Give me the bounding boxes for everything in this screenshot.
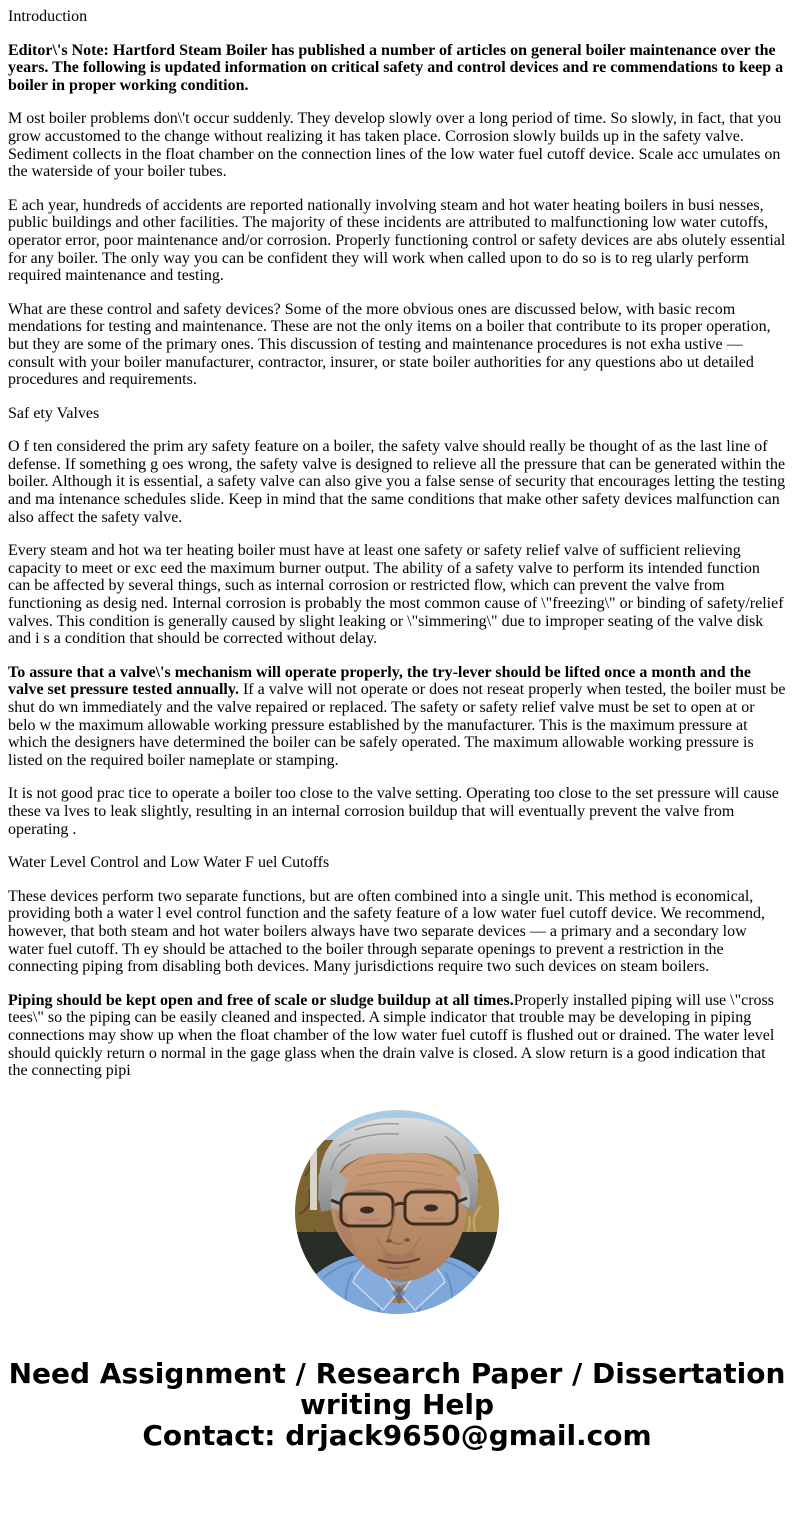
section-heading: Introduction: [8, 8, 88, 25]
nostril-left: [386, 1239, 392, 1243]
portrait-photo: [8, 1110, 786, 1314]
promo-line-2: writing Help: [299, 1387, 495, 1421]
paragraph: Piping should be kept open and free of scale or sludge buildup at all times.Properly installed piping will use \"cross tees\" so the piping can be easily cleaned and inspected. A simple indicator that trouble may be developing in piping connections may show up when the float chamber of the low water fuel cutoff is flushed out or drained. The water level should quickly return o normal in the gage glass when the drain valve is closed. A slow return is a good indication that the connecting pipi: [8, 991, 775, 1080]
paragraph: What are these control and safety devices? Some of the more obvious ones are discussed below, with basic recom mendations for testing and maintenance. These are not the only items on a boiler that contribute to its proper operation, but they are some of the primary ones. This discussion of testing and maintenance procedures is not exha ustive — consult with your boiler manufacturer, contractor, insurer, or state boiler authorities for any questions abo ut detailed procedures and requirements.: [8, 300, 771, 389]
promo-banner: [8, 1358, 786, 1451]
promo-contact-email: Contact: drjack9650@gmail.com: [142, 1418, 652, 1452]
section-heading: Saf ety Valves: [8, 404, 100, 422]
paragraph: Editor\'s Note: Hartford Steam Boiler has published a number of articles on general boiler maintenance over the years. The following is updated information on critical safety and control devices and re commendations to keep a boiler in proper working condition.: [8, 41, 784, 94]
paragraph: Every steam and hot wa ter heating boiler must have at least one safety or safety relief valve of sufficient relieving capacity to meet or exc eed the maximum burner output. The ability of a safety valve to perform its intended function can be affected by several things, such as internal corrosion or restricted flow, which can prevent the valve from functioning as desig ned. Internal corrosion is probably the most common cause of \"freezing\" or binding of safety/relief valves. This condition is generally caused by slight leaking or \"simmering\" due to improper seating of the valve disk and i s a condition that should be corrected without delay.: [8, 542, 784, 648]
portrait-illustration: [295, 1110, 499, 1314]
nostril-right: [404, 1238, 410, 1242]
paragraph: M ost boiler problems don\'t occur suddenly. They develop slowly over a long period of time. So slowly, in fact, that you grow accustomed to the change without realizing it has taken place. Corrosion slowly builds up in the safety valve. Sediment collects in the float chamber on the connection lines of the low water fuel cutoff device. Scale acc umulates on the waterside of your boiler tubes.: [8, 110, 782, 181]
paragraph: It is not good prac tice to operate a boiler too close to the valve setting. Operating too close to the set pressure will cause these va lves to leak slightly, resulting in an internal corrosion buildup that will eventually prevent the valve from operating .: [8, 785, 779, 838]
promo-line-1: Need Assignment / Research Paper / Dissertation: [8, 1356, 786, 1390]
paragraph: E ach year, hundreds of accidents are reported nationally involving steam and hot water heating boilers in busi nesses, public buildings and other facilities. The majority of these incidents are attributed to malfunctioning low water cutoffs, operator error, poor maintenance and/or corrosion. Properly functioning control or safety devices are abs olutely essential for any boiler. The only way you can be confident they will work when called upon to do so is to reg ularly perform required maintenance and testing.: [8, 196, 786, 285]
article-body: [8, 8, 786, 1080]
paragraph: O f ten considered the prim ary safety feature on a boiler, the safety valve should really be thought of as the last line of defense. If something g oes wrong, the safety valve is designed to relieve all the pressure that can be generated within the boiler. Although it is essential, a safety valve can also give you a false sense of security that encourages letting the testing and ma intenance schedules slide. Keep in mind that the same conditions that make other safety devices malfunction can also affect the safety valve.: [8, 438, 786, 526]
paragraph: To assure that a valve\'s mechanism will operate properly, the try-lever should be lifted once a month and the valve set pressure tested annually. If a valve will not operate or does not reseat properly when tested, the boiler must be shut do wn immediately and the valve repaired or replaced. The safety or safety relief valve must be set to open at or belo w the maximum allowable working pressure established by the manufacturer. This is the maximum pressure at which the designers have determined the boiler can be safely operated. The maximum allowable working pressure is listed on the required boiler nameplate or stamping.: [8, 663, 786, 769]
paragraph: These devices perform two separate functions, but are often combined into a single unit. This method is economical, providing both a water l evel control function and the safety feature of a low water fuel cutoff device. We recommend, however, that both steam and hot water boilers always have two separate devices — a primary and a secondary low water fuel cutoff. Th ey should be attached to the boiler through separate openings to prevent a restriction in the connecting piping from disabling both devices. Many jurisdictions require two such devices on steam boilers.: [8, 887, 765, 976]
door-frame-strip: [310, 1148, 317, 1210]
section-heading: Water Level Control and Low Water F uel Cutoffs: [8, 854, 330, 872]
